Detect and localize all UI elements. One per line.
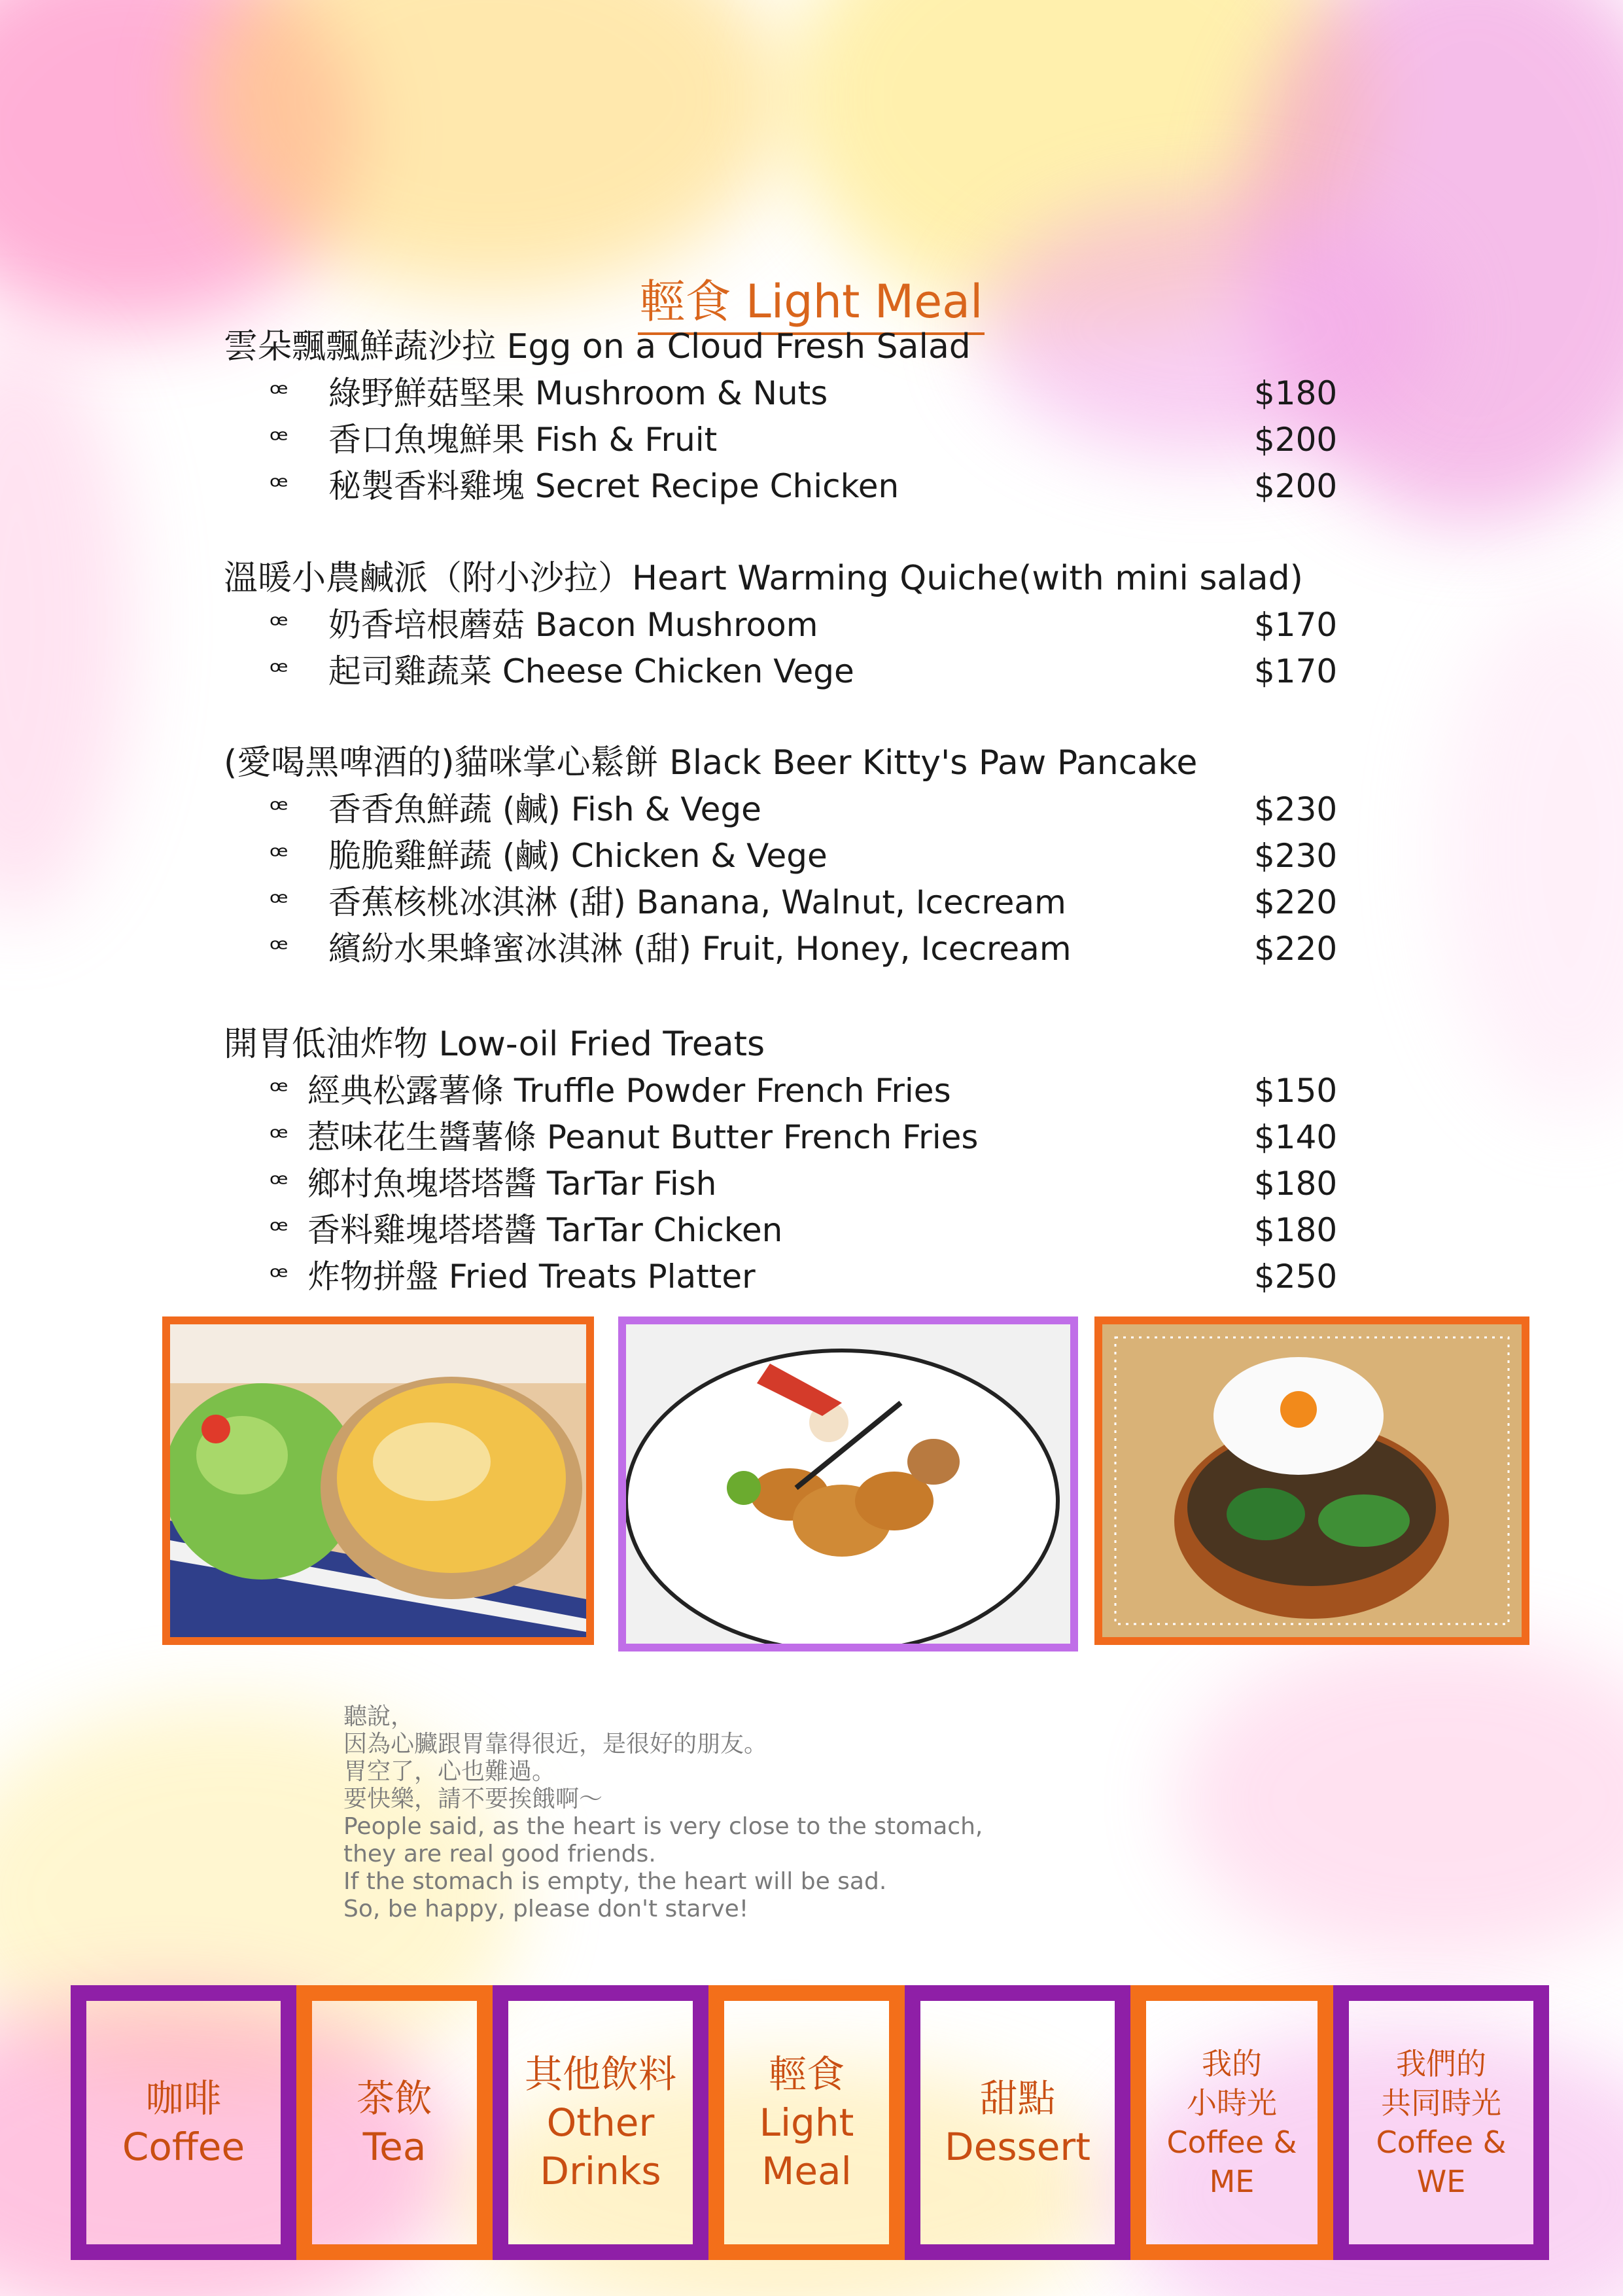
nav-tab-tea[interactable] [296,1985,493,2260]
bullet-icon: ꟹ [270,1214,288,1247]
quote-line: So, be happy, please don't starve! [343,1896,749,1922]
quiche-salad-photo [162,1316,594,1645]
category-nav [71,1985,1549,2260]
bullet-icon: ꟹ [270,1121,288,1154]
menu-item [224,1207,1336,1254]
item-name: 惹味花生醬薯條 Peanut Butter French Fries [307,1118,979,1156]
item-name: 奶香培根蘑菇 Bacon Mushroom [328,606,818,644]
tab-label-en: Light [759,2100,854,2145]
tab-label-zh: 輕食 [768,2052,845,2096]
item-name: 鄉村魚塊塔塔醬 TarTar Fish [307,1165,717,1203]
item-price: $180 [1254,374,1338,412]
item-name: 起司雞蔬菜 Cheese Chicken Vege [328,652,854,690]
item-price: $250 [1254,1258,1338,1296]
item-price: $230 [1254,837,1338,875]
section-pancake [224,739,1336,972]
item-name: 脆脆雞鮮蔬 (鹹) Chicken & Vege [328,837,828,875]
egg-salad-bowl-photo [1094,1316,1529,1645]
bullet-icon: ꟹ [270,793,288,826]
bullet-icon: ꟹ [270,886,288,919]
bullet-icon: ꟹ [270,609,288,642]
page-title: 輕食 Light Meal [638,265,985,335]
item-price: $200 [1254,467,1338,505]
quote-line: People said, as the heart is very close to the stomach, [343,1813,983,1840]
menu-item [224,1114,1336,1161]
menu-item [224,1254,1336,1300]
menu-item [224,926,1336,972]
tab-label-zh: 共同時光 [1381,2085,1501,2121]
menu-item [224,833,1336,879]
item-price: $220 [1254,883,1338,921]
tab-label-zh: 我的 [1202,2046,1262,2081]
bullet-icon: ꟹ [270,423,288,457]
section-salad [224,323,1336,510]
tab-label-zh: 其他飲料 [524,2052,676,2096]
section-title: 開胃低油炸物 Low-oil Fried Treats [224,1025,765,1064]
bullet-icon: ꟹ [270,377,288,410]
bullet-icon: ꟹ [270,1074,288,1108]
nav-tab-other-drinks[interactable] [493,1985,708,2260]
quote-line: 要快樂，請不要挨餓啊～ [343,1786,603,1812]
tab-label-en: WE [1416,2164,1466,2199]
tab-label-en: Tea [362,2125,427,2169]
tab-label-en: Dessert [944,2125,1091,2169]
item-price: $180 [1254,1165,1338,1203]
menu-item [224,879,1336,926]
menu-item [224,417,1336,463]
bullet-icon: ꟹ [270,839,288,873]
nav-tab-light-meal[interactable] [708,1985,905,2260]
section-title: 溫暖小農鹹派（附小沙拉）Heart Warming Quiche(with mini salad) [224,559,1303,598]
bullet-icon: ꟹ [270,655,288,688]
tab-label-en: Coffee & [1166,2125,1297,2160]
section-title: 雲朵飄飄鮮蔬沙拉 Egg on a Cloud Fresh Salad [224,327,971,366]
nav-tab-coffee[interactable] [71,1985,296,2260]
item-price: $220 [1254,930,1338,968]
menu-item [224,648,1336,695]
tab-label-en: Coffee & [1376,2125,1507,2160]
tab-label-zh: 咖啡 [145,2076,222,2121]
item-name: 香料雞塊塔塔醬 TarTar Chicken [307,1211,783,1249]
menu-item [224,1068,1336,1114]
tab-label-en: ME [1209,2164,1255,2199]
quote-line: 聽說， [343,1703,415,1730]
item-name: 香口魚塊鮮果 Fish & Fruit [328,421,718,459]
item-name: 綠野鮮菇堅果 Mushroom & Nuts [328,374,828,412]
bullet-icon: ꟹ [270,932,288,966]
item-price: $170 [1254,652,1338,690]
nav-tab-coffee-and-me[interactable] [1130,1985,1333,2260]
tab-label-en: Drinks [540,2149,661,2193]
menu-item [224,463,1336,510]
tab-label-zh: 茶飲 [356,2076,432,2121]
item-price: $200 [1254,421,1338,459]
section-title: (愛喝黑啤酒的)貓咪掌心鬆餅 Black Beer Kitty's Paw Pancake [224,743,1198,783]
tab-label-en: Other [546,2100,655,2145]
item-name: 香蕉核桃冰淇淋 (甜) Banana, Walnut, Icecream [328,883,1066,921]
quote-line: 胃空了，心也難過。 [343,1758,556,1785]
tab-label-zh: 我們的 [1396,2046,1486,2081]
quote-line: 因為心臟跟胃靠得很近，是很好的朋友。 [343,1731,768,1757]
tab-label-zh: 小時光 [1187,2085,1277,2121]
item-price: $140 [1254,1118,1338,1156]
item-price: $230 [1254,790,1338,828]
quote-text [343,1703,983,1923]
bullet-icon: ꟹ [270,470,288,503]
item-price: $180 [1254,1211,1338,1249]
bullet-icon: ꟹ [270,1260,288,1294]
quote-line: they are real good friends. [343,1841,656,1867]
item-name: 香香魚鮮蔬 (鹹) Fish & Vege [328,790,761,828]
item-name: 秘製香料雞塊 Secret Recipe Chicken [328,467,899,505]
item-price: $170 [1254,606,1338,644]
item-name: 經典松露薯條 Truffle Powder French Fries [307,1072,951,1110]
pancake-photo [618,1316,1078,1651]
menu-item [224,602,1336,648]
menu-item [224,1161,1336,1207]
menu-item [224,370,1336,417]
menu-item [224,786,1336,833]
quote-line: If the stomach is empty, the heart will be sad. [343,1868,887,1895]
tab-label-en: Meal [761,2149,852,2193]
bullet-icon: ꟹ [270,1167,288,1201]
section-quiche [224,555,1336,695]
tab-label-en: Coffee [122,2125,245,2169]
nav-tab-coffee-and-we[interactable] [1333,1985,1549,2260]
tab-label-zh: 甜點 [979,2076,1056,2121]
item-price: $150 [1254,1072,1338,1110]
item-name: 繽紛水果蜂蜜冰淇淋 (甜) Fruit, Honey, Icecream [328,930,1072,968]
nav-tab-dessert[interactable] [905,1985,1130,2260]
item-name: 炸物拼盤 Fried Treats Platter [307,1258,756,1296]
section-fried [224,1021,1336,1300]
